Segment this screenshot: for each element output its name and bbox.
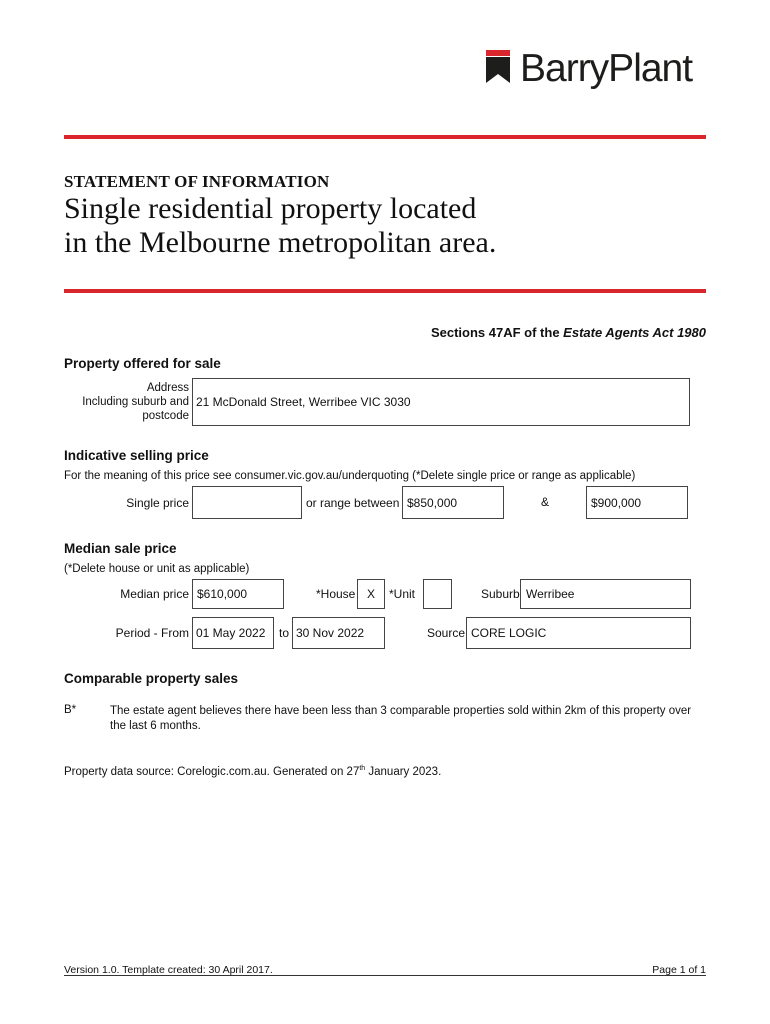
house-checkbox-mark: X bbox=[367, 587, 376, 601]
comparable-statement-line-2: the last 6 months. bbox=[110, 720, 201, 732]
document-title-line-1: Single residential property located bbox=[64, 192, 477, 225]
house-label: *House bbox=[316, 587, 356, 601]
period-from-value: 01 May 2022 bbox=[196, 626, 266, 640]
range-low-value: $850,000 bbox=[407, 496, 458, 510]
median-price-label: Median price bbox=[120, 587, 189, 601]
address-label-line-3: postcode bbox=[142, 410, 189, 422]
suburb-value: Werribee bbox=[526, 587, 575, 601]
act-name: Estate Agents Act 1980 bbox=[563, 325, 706, 340]
data-source-ordinal: th bbox=[359, 765, 366, 772]
single-price-field[interactable] bbox=[192, 486, 302, 519]
address-label-line-2: Including suburb and bbox=[82, 396, 189, 408]
range-label: or range between bbox=[306, 496, 400, 510]
address-label-line-1: Address bbox=[146, 382, 189, 394]
brand-logo-text: BarryPlant bbox=[520, 47, 693, 90]
act-reference bbox=[431, 325, 706, 340]
property-heading: Property offered for sale bbox=[64, 356, 221, 371]
data-source-prefix: Property data source: Corelogic.com.au. Generated on 27 bbox=[64, 765, 360, 778]
comparable-code: B* bbox=[64, 704, 77, 716]
median-price-value: $610,000 bbox=[197, 587, 248, 601]
address-label bbox=[82, 381, 189, 423]
document-title bbox=[64, 192, 496, 260]
address-value: 21 McDonald Street, Werribee VIC 3030 bbox=[196, 395, 411, 409]
brand-logo-mark-icon bbox=[486, 50, 512, 84]
data-source-suffix: January 2023. bbox=[365, 765, 442, 778]
single-price-label: Single price bbox=[126, 496, 189, 510]
suburb-label: Suburb bbox=[481, 587, 520, 601]
footer-version: Version 1.0. Template created: 30 April 2017. bbox=[64, 964, 273, 976]
comparable-heading: Comparable property sales bbox=[64, 671, 239, 686]
indicative-heading: Indicative selling price bbox=[64, 448, 209, 463]
act-prefix: Sections 47AF of the bbox=[430, 325, 564, 340]
top-divider bbox=[64, 135, 706, 139]
comparable-statement-line-1: The estate agent believes there have been less than 3 comparable properties sold within 2km of this property over bbox=[110, 705, 692, 717]
median-heading: Median sale price bbox=[64, 541, 177, 556]
unit-checkbox[interactable] bbox=[423, 579, 452, 609]
period-to-label: to bbox=[279, 626, 290, 640]
document-kicker: STATEMENT OF INFORMATION bbox=[64, 172, 330, 191]
range-ampersand: & bbox=[541, 495, 550, 509]
footer-page-number: Page 1 of 1 bbox=[652, 964, 706, 976]
source-value: CORE LOGIC bbox=[471, 626, 547, 640]
indicative-note: For the meaning of this price see consumer.vic.gov.au/underquoting (*Delete single price or range as applicable) bbox=[64, 470, 636, 482]
comparable-statement bbox=[110, 704, 691, 734]
source-label: Source bbox=[427, 626, 466, 640]
brand-logo bbox=[486, 47, 708, 98]
range-high-value: $900,000 bbox=[591, 496, 642, 510]
data-source-note bbox=[64, 765, 441, 778]
unit-label: *Unit bbox=[389, 587, 416, 601]
period-to-value: 30 Nov 2022 bbox=[296, 626, 365, 640]
median-note: (*Delete house or unit as applicable) bbox=[64, 563, 250, 575]
document-title-line-2: in the Melbourne metropolitan area. bbox=[64, 226, 497, 259]
title-divider bbox=[64, 289, 706, 293]
period-from-label: Period - From bbox=[115, 626, 189, 640]
